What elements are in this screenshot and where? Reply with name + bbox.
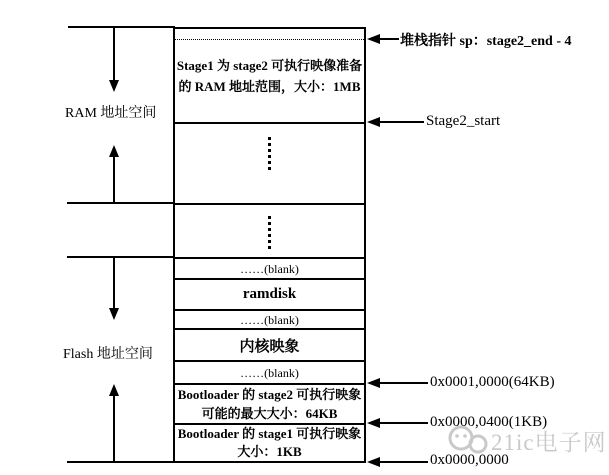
addr-64kb-label: 0x0001,0000(64KB) [430, 374, 555, 390]
region-ellipsis-2 [175, 203, 364, 257]
ram-top-line [68, 26, 175, 28]
stack-pointer-dotted-line [175, 39, 364, 40]
region-bootloader-stage1 [175, 423, 364, 461]
ram-down-arrow-line [113, 28, 115, 82]
ram-address-space-label: RAM 地址空间 [65, 106, 157, 121]
ramdisk-label: ramdisk [242, 286, 297, 302]
kernel-image-label: 内核映象 [239, 338, 300, 355]
region-ellipsis-1 [175, 122, 364, 203]
region-blank-3 [175, 360, 364, 383]
addr-zero-arrow-line [378, 461, 428, 463]
blank-label: ……(blank) [240, 365, 299, 380]
ram-up-arrow-line [113, 155, 115, 202]
region-bootloader-stage2 [175, 383, 364, 423]
memory-box [173, 27, 366, 463]
region-blank-2 [175, 309, 364, 328]
vertical-ellipsis-icon [268, 216, 271, 252]
blank-label: ……(blank) [240, 261, 299, 276]
ram-bottom-line [67, 202, 175, 204]
vertical-ellipsis-icon [268, 137, 271, 173]
region-stage1-prep-line1: Stage1 为 stage2 可执行映像准备 [176, 58, 363, 73]
stack-pointer-label: 堆栈指针 sp：stage2_end - 4 [400, 34, 572, 49]
region-kernel-image [175, 328, 364, 360]
stage2-start-arrow-line [378, 121, 424, 123]
region-stage1-prep-line2: 的 RAM 地址范围，大小：1MB [178, 79, 361, 94]
region-blank-1 [175, 257, 364, 278]
ram-down-arrow-icon [109, 80, 119, 92]
watermark-text: 21ic电子网 [491, 429, 607, 455]
bootloader-stage2-line1: Bootloader 的 stage2 可执行映象 [177, 387, 362, 402]
bootloader-stage1-line1: Bootloader 的 stage1 可执行映象 [177, 426, 362, 441]
stage2-start-label: Stage2_start [426, 113, 501, 129]
region-stage1-prep-text [177, 55, 362, 97]
region-stage1-prep-ram [175, 29, 364, 122]
bootloader-stage1-line2: 大小：1KB [237, 444, 302, 459]
addr-zero-label: 0x0000,0000 [430, 452, 509, 468]
flash-address-space-label: Flash 地址空间 [63, 347, 153, 362]
flash-down-arrow-line [113, 258, 115, 310]
flash-top-line [67, 256, 175, 258]
addr-1kb-label: 0x0000,0400(1KB) [430, 414, 548, 430]
flash-down-arrow-icon [109, 308, 119, 320]
stack-pointer-arrow-line [378, 38, 399, 40]
bootloader-stage2-line2: 可能的最大大小：64KB [201, 406, 338, 421]
addr-64kb-arrow-line [378, 382, 428, 384]
addr-1kb-arrow-line [378, 422, 428, 424]
blank-label: ……(blank) [240, 312, 299, 327]
region-ramdisk [175, 278, 364, 309]
flash-bottom-line [67, 461, 175, 463]
flash-up-arrow-line [113, 394, 115, 461]
